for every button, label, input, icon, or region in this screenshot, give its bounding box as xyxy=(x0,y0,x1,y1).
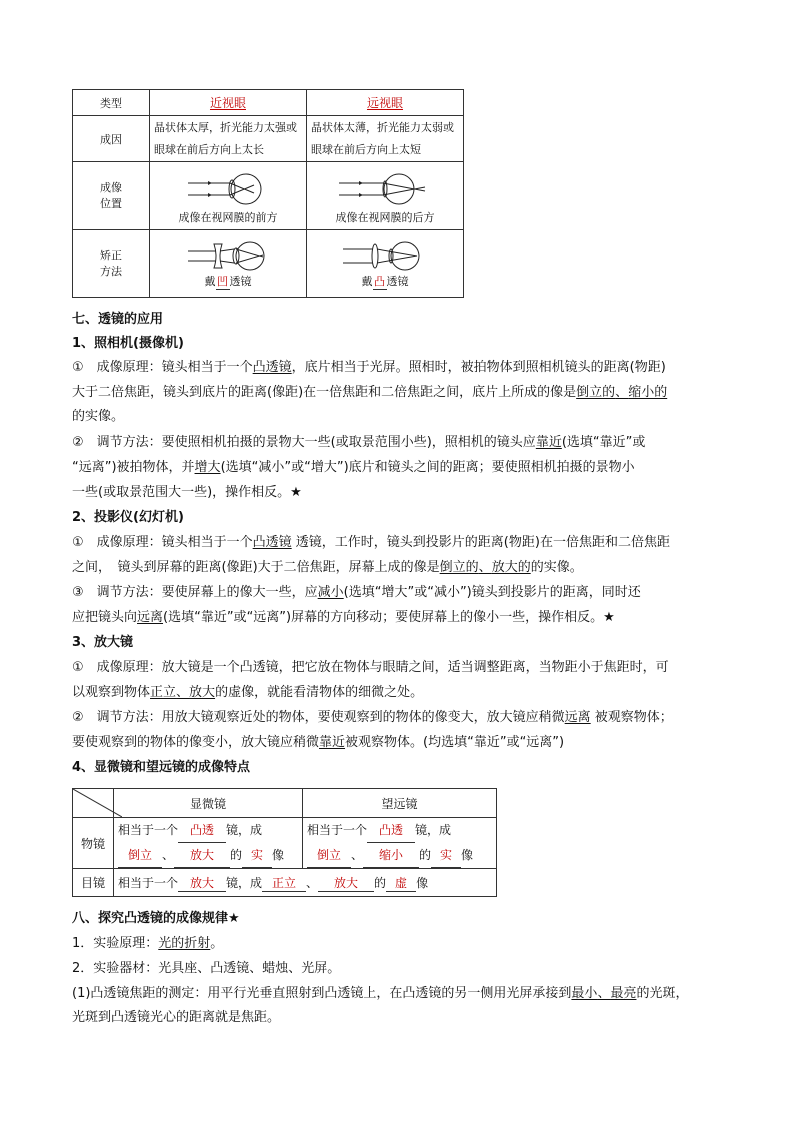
camera-adjust-line1: ② 调节方法：要使照相机拍摄的景物大一些(或取景范围小些)，照相机的镜头应靠近(选填“靠近”或 xyxy=(72,435,646,450)
hyperopia-cause: 晶状体太薄，折光能力太弱或眼球在前后方向上太短 xyxy=(307,116,464,162)
myopia-cause: 晶状体太厚，折光能力太强或眼球在前后方向上太长 xyxy=(150,116,307,162)
col-telescope: 望远镜 xyxy=(303,789,497,818)
hyperopia-correction-diagram xyxy=(325,239,445,273)
m-obj-type: 实 xyxy=(242,843,272,868)
eye-lens: 放大 xyxy=(178,874,226,892)
myopia-image-cell xyxy=(150,162,307,230)
microscope-telescope-table xyxy=(72,788,497,897)
hyperopia-eye-diagram xyxy=(325,171,445,207)
myopia-lens-answer: 凹 xyxy=(217,275,228,288)
myopia-image-text: 成像在视网膜的前方 xyxy=(178,210,278,224)
hyperopia-lens-answer: 凸 xyxy=(374,275,385,288)
camera-title: 1、照相机(摄像机) xyxy=(72,336,184,351)
projector-adjust-line1: ③ 调节方法：要使屏幕上的像大一些，应减小(选填“增大”或“减小”)镜头到投影片的距离，同时还 xyxy=(72,585,641,600)
camera-adjust-line2: “远离”)被拍物体，并增大(选填“减小”或“增大”)底片和镜头之间的距离；要使照相机拍摄的景物小 xyxy=(72,460,635,475)
microscope-objective-cell: 相当于一个 凸透 镜，成 倒立 、 放大 的 实 像 xyxy=(114,818,303,869)
experiment-equipment: 2．实验器材：光具座、凸透镜、蜡烛、光屏。 xyxy=(72,961,341,976)
row-correction-label: 矫正方法 xyxy=(73,230,150,298)
m-obj-lens: 凸透 xyxy=(178,818,226,843)
myopia-correction-cell xyxy=(150,230,307,298)
eye-type: 虚 xyxy=(386,874,416,892)
projector-title: 2、投影仪(幻灯机) xyxy=(72,510,184,525)
camera-principle-line1: ① 成像原理：镜头相当于一个凸透镜，底片相当于光屏。照相时，被拍物体到照相机镜头的距离(物距) xyxy=(72,360,666,375)
eyepiece-cell: 相当于一个 放大 镜，成 正立 、 放大 的 虚 像 xyxy=(114,869,497,897)
t-obj-size: 缩小 xyxy=(363,843,419,868)
t-obj-orient: 倒立 xyxy=(307,843,351,868)
hyperopia-image-cell xyxy=(307,162,464,230)
camera-principle-line3: 的实像。 xyxy=(72,409,125,424)
header-type: 类型 xyxy=(73,90,150,116)
myopia-eye-diagram xyxy=(168,171,288,207)
hyperopia-wear-label: 戴 xyxy=(361,275,373,288)
col-microscope: 显微镜 xyxy=(114,789,303,818)
eye-size: 放大 xyxy=(318,874,374,892)
myopia-lens-suffix: 透镜 xyxy=(229,275,252,288)
hyperopia-image-text: 成像在视网膜的后方 xyxy=(335,210,435,224)
myopia-correction-diagram xyxy=(168,239,288,273)
experiment-principle: 1．实验原理：光的折射。 xyxy=(72,936,224,951)
magnifier-principle-line1: ① 成像原理：放大镜是一个凸透镜，把它放在物体与眼睛之间，适当调整距离，当物距小于焦距时，可 xyxy=(72,660,669,675)
projector-principle-line2: 之间， 镜头到屏幕的距离(像距)大于二倍焦距，屏幕上成的像是倒立的、放大的的实像。 xyxy=(72,560,583,575)
m-obj-orient: 倒立 xyxy=(118,843,162,868)
camera-principle-line2: 大于二倍焦距，镜头到底片的距离(像距)在一倍焦距和二倍焦距之间，底片上所成的像是倒立的、缩小的 xyxy=(72,385,668,400)
microscope-telescope-title: 4、显微镜和望远镜的成像特点 xyxy=(72,760,251,775)
telescope-objective-cell: 相当于一个 凸透 镜，成 倒立 、 缩小 的 实 像 xyxy=(303,818,497,869)
header-myopia: 近视眼 xyxy=(150,90,307,116)
hyperopia-lens-suffix: 透镜 xyxy=(386,275,409,288)
row-objective-label: 物镜 xyxy=(73,818,114,869)
projector-adjust-line2: 应把镜头向远离(选填“靠近”或“远离”)屏幕的方向移动；要使屏幕上的像小一些，操作相反。★ xyxy=(72,610,615,625)
magnifier-principle-line2: 以观察到物体正立、放大的虚像，就能看清物体的细微之处。 xyxy=(72,685,424,700)
hyperopia-correction-cell xyxy=(307,230,464,298)
section8-title: 八、探究凸透镜的成像规律★ xyxy=(72,911,240,926)
focal-length-line1: (1)凸透镜焦距的测定：用平行光垂直照射到凸透镜上，在凸透镜的另一侧用光屏承接到最小、最亮的光斑， xyxy=(72,986,689,1001)
row-cause-label: 成因 xyxy=(73,116,150,162)
eye-orient: 正立 xyxy=(262,874,306,892)
row-eyepiece-label: 目镜 xyxy=(73,869,114,897)
magnifier-adjust-line2: 要使观察到的物体的像变小，放大镜应稍微靠近被观察物体。(均选填“靠近”或“远离”) xyxy=(72,735,565,750)
magnifier-title: 3、放大镜 xyxy=(72,635,134,650)
section7-title: 七、透镜的应用 xyxy=(72,312,164,327)
header-hyperopia: 远视眼 xyxy=(307,90,464,116)
t-obj-lens: 凸透 xyxy=(367,818,415,843)
eye-comparison-table xyxy=(72,89,464,298)
m-obj-size: 放大 xyxy=(174,843,230,868)
camera-adjust-line3: 一些(或取景范围大一些)，操作相反。★ xyxy=(72,485,302,500)
projector-principle-line1: ① 成像原理：镜头相当于一个凸透镜 透镜，工作时，镜头到投影片的距离(物距)在一倍焦距和二倍焦距 xyxy=(72,535,670,550)
focal-length-line2: 光斑到凸透镜光心的距离就是焦距。 xyxy=(72,1010,281,1025)
magnifier-adjust-line1: ② 调节方法：用放大镜观察近处的物体，要使观察到的物体的像变大，放大镜应稍微远离 被观察物体； xyxy=(72,710,673,725)
t-obj-type: 实 xyxy=(431,843,461,868)
myopia-wear-label: 戴 xyxy=(204,275,216,288)
diagonal-header-cell xyxy=(73,789,114,818)
row-image-pos-label: 成像位置 xyxy=(73,162,150,230)
